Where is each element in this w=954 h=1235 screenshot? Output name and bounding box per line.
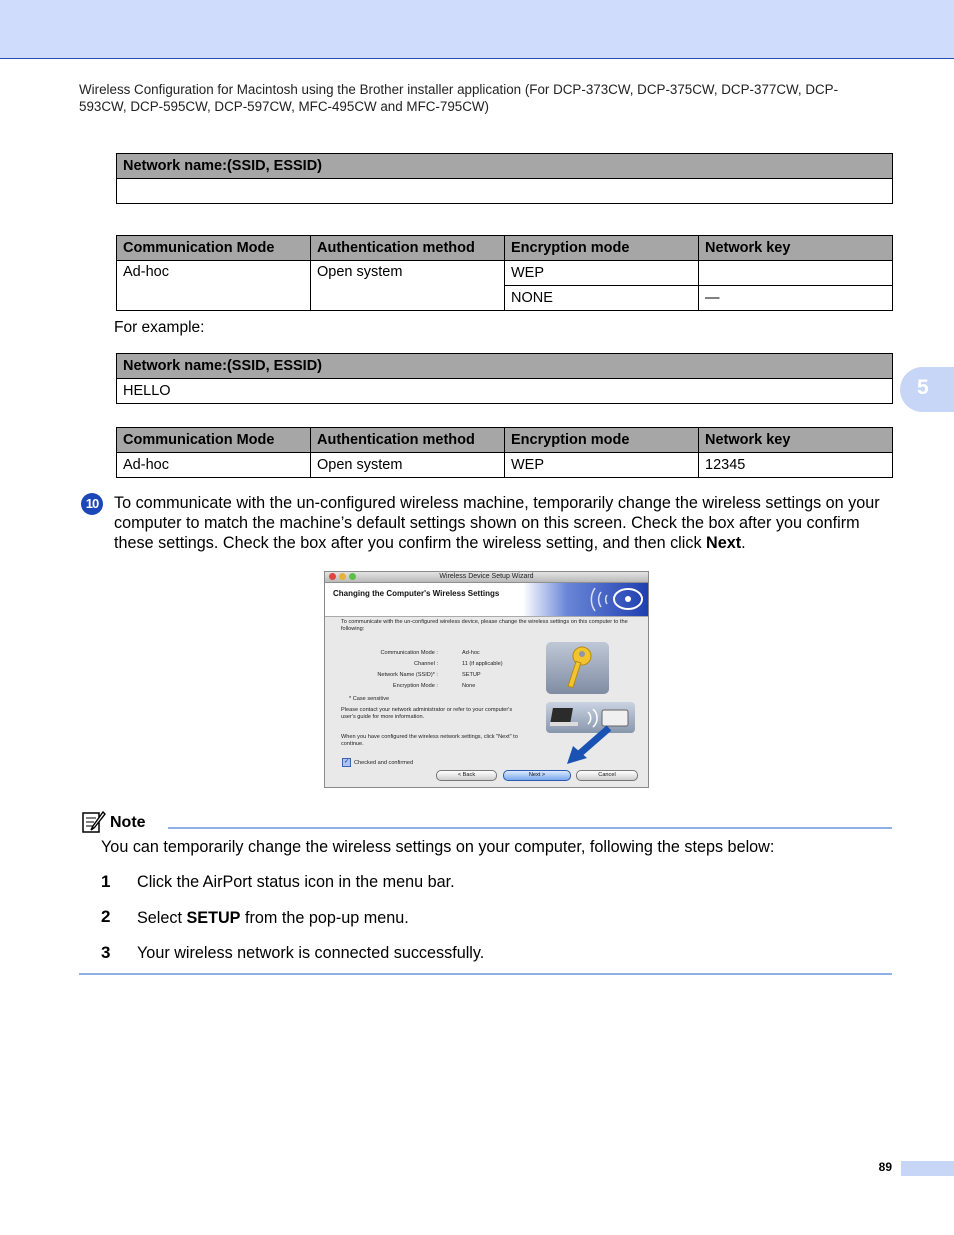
continue-text: When you have configured the wireless network settings, click "Next" to continue. bbox=[341, 734, 518, 747]
note-rule-bottom bbox=[79, 973, 892, 975]
substep-number: 2 bbox=[101, 907, 111, 926]
wizard-heading: Changing the Computer's Wireless Settings bbox=[333, 589, 500, 598]
table-header: Network key bbox=[699, 236, 893, 261]
wireless-banner bbox=[523, 583, 648, 616]
table-header: Encryption mode bbox=[505, 236, 699, 261]
key-icon bbox=[546, 642, 609, 694]
page-tab bbox=[901, 1161, 954, 1176]
key-image bbox=[546, 642, 609, 694]
table-cell: HELLO bbox=[117, 379, 893, 404]
note-intro: You can temporarily change the wireless settings on your computer, following the steps below: bbox=[101, 838, 775, 856]
table-cell: WEP bbox=[505, 261, 699, 286]
step-text: To communicate with the un-configured wireless machine, temporarily change the wireless settings on your computer to match the machine’s default settings shown on this screen. Check the box after you confirm these settings. Check the box after you confirm the wireless setting, and then click Next. bbox=[114, 494, 880, 552]
note-rule-top bbox=[168, 827, 892, 829]
table-header: Network name:(SSID, ESSID) bbox=[117, 154, 893, 179]
network-name-table-example bbox=[116, 353, 893, 404]
note-title: Note bbox=[110, 814, 146, 831]
table-cell: 12345 bbox=[699, 453, 893, 478]
next-button[interactable]: Next > bbox=[503, 770, 571, 781]
wizard-screenshot: Wireless Device Setup Wizard Changing the Computer's Wireless Settings To communicate with the un-configured wireless device, please change the wireless settings on this computer to the following: Communication Mode : Ad-hoc Channel : 11 (if applicable) Network Name (SSID)* : SETUP Encryption Mode : None * Case sensitive Please contact your network administrator or refer to your computer's user's guide for more information. When you have configured the wireless network settings, click "Next" to continue. ✓ Checked and confirmed < Back Next > Cancel bbox=[324, 571, 649, 788]
substep-number: 3 bbox=[101, 943, 111, 962]
wireless-signal-icon bbox=[523, 583, 648, 616]
table-header: Authentication method bbox=[311, 236, 505, 261]
wizard-window-title: Wireless Device Setup Wizard bbox=[439, 573, 534, 580]
table-cell bbox=[699, 261, 893, 286]
chapter-number: 5 bbox=[917, 376, 929, 399]
substep-number: 1 bbox=[101, 872, 111, 891]
checkbox-label: Checked and confirmed bbox=[354, 760, 414, 766]
wizard-titlebar bbox=[325, 572, 648, 583]
arrow-icon bbox=[565, 724, 615, 766]
table-header: Network name:(SSID, ESSID) bbox=[117, 354, 893, 379]
table-cell: NONE bbox=[505, 286, 699, 311]
header-band bbox=[0, 0, 954, 59]
wizard-intro: To communicate with the un-configured wireless device, please change the wireless settings on this computer to the following: bbox=[341, 619, 628, 632]
next-emphasis: Next bbox=[706, 534, 742, 552]
table-cell: — bbox=[699, 286, 893, 311]
substep-text: Your wireless network is connected successfully. bbox=[137, 944, 485, 962]
setup-emphasis: SETUP bbox=[186, 909, 241, 927]
table-header: Communication Mode bbox=[117, 428, 311, 453]
confirm-checkbox[interactable]: ✓ bbox=[343, 759, 350, 765]
cancel-button[interactable]: Cancel bbox=[576, 770, 638, 781]
for-example-label: For example: bbox=[114, 319, 205, 336]
table-cell: Ad-hoc bbox=[117, 261, 311, 311]
case-sensitive-note: * Case sensitive bbox=[349, 696, 390, 702]
table-header: Network key bbox=[699, 428, 893, 453]
table-cell: Ad-hoc bbox=[117, 453, 311, 478]
table-cell: Open system bbox=[311, 261, 505, 311]
table-header: Communication Mode bbox=[117, 236, 311, 261]
chapter-tab bbox=[900, 367, 954, 412]
step-number-icon: 10 bbox=[81, 493, 103, 515]
wizard-header bbox=[325, 583, 648, 617]
table-cell: WEP bbox=[505, 453, 699, 478]
table-cell: Open system bbox=[311, 453, 505, 478]
network-name-table-blank bbox=[116, 153, 893, 204]
substep-text: Select SETUP from the pop-up menu. bbox=[137, 909, 409, 927]
back-button[interactable]: < Back bbox=[436, 770, 497, 781]
modes-table-blank bbox=[116, 235, 893, 311]
running-head: Wireless Configuration for Macintosh using the Brother installer application (For DCP-373CW, DCP-375CW, DCP-377CW, DCP-593CW, DCP-595CW, DCP-597CW, MFC-495CW and MFC-795CW) bbox=[79, 82, 839, 114]
table-header: Encryption mode bbox=[505, 428, 699, 453]
note-pencil-icon bbox=[82, 810, 106, 834]
table-header: Authentication method bbox=[311, 428, 505, 453]
substep-text: Click the AirPort status icon in the menu bar. bbox=[137, 873, 455, 891]
contact-text: Please contact your network administrator or refer to your computer's user's guide for more information. bbox=[341, 707, 513, 720]
page-number: 89 bbox=[878, 1160, 892, 1174]
table-cell bbox=[117, 179, 893, 204]
modes-table-example bbox=[116, 427, 893, 478]
